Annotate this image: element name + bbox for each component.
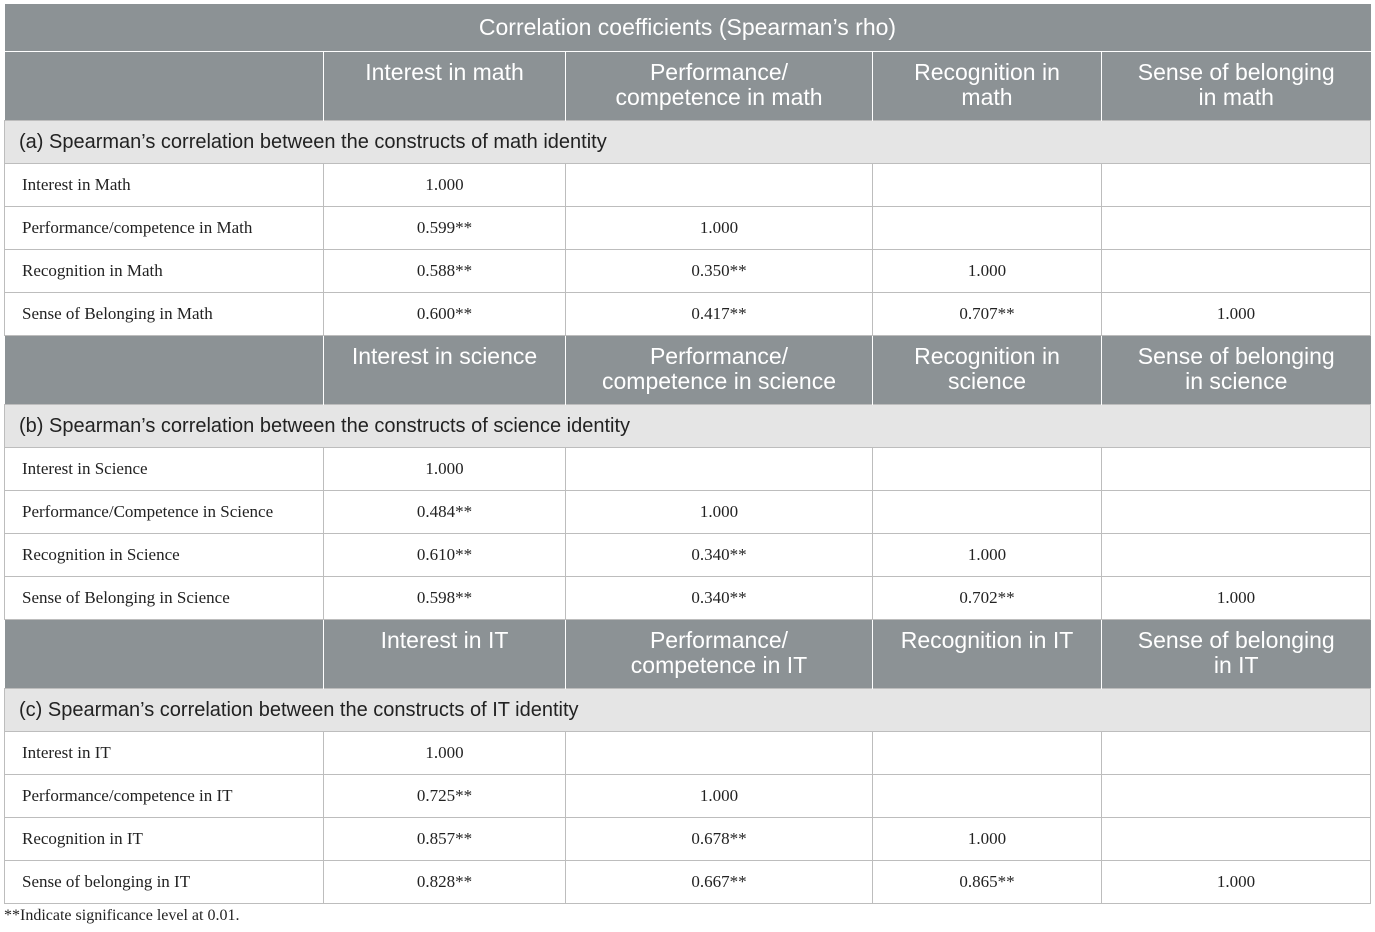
table-row	[5, 534, 1371, 577]
table-cell	[873, 775, 1102, 818]
table-cell	[566, 732, 873, 775]
table-cell: 0.702**	[873, 577, 1102, 620]
table-cell: 0.340**	[566, 577, 873, 620]
row-label: Performance/Competence in Science	[5, 491, 324, 534]
row-label: Sense of belonging in IT	[5, 861, 324, 904]
table-cell	[1102, 818, 1371, 861]
table-row	[5, 775, 1371, 818]
column-header	[5, 52, 324, 121]
table-cell: 1.000	[324, 164, 566, 207]
row-label: Sense of Belonging in Math	[5, 293, 324, 336]
table-cell: 0.707**	[873, 293, 1102, 336]
section-label: (a) Spearman’s correlation between the constructs of math identity	[5, 121, 1371, 164]
table-cell	[873, 448, 1102, 491]
table-cell: 1.000	[566, 207, 873, 250]
table-cell: 1.000	[1102, 861, 1371, 904]
table-cell: 0.857**	[324, 818, 566, 861]
table-row	[5, 732, 1371, 775]
table-cell	[873, 491, 1102, 534]
column-header: Interest in math	[324, 52, 566, 121]
table-cell: 0.484**	[324, 491, 566, 534]
table-cell: 0.610**	[324, 534, 566, 577]
table-row	[5, 818, 1371, 861]
table-cell	[1102, 164, 1371, 207]
column-header: Recognition in IT	[873, 620, 1102, 689]
column-header-row	[5, 620, 1371, 689]
table-cell: 0.600**	[324, 293, 566, 336]
table-row	[5, 207, 1371, 250]
section-label: (c) Spearman’s correlation between the constructs of IT identity	[5, 689, 1371, 732]
section-label: (b) Spearman’s correlation between the constructs of science identity	[5, 405, 1371, 448]
table-cell	[1102, 207, 1371, 250]
table-cell	[1102, 491, 1371, 534]
table-cell	[566, 448, 873, 491]
row-label: Performance/competence in IT	[5, 775, 324, 818]
table-row	[5, 448, 1371, 491]
table-cell: 0.598**	[324, 577, 566, 620]
table-cell	[1102, 732, 1371, 775]
footnote: **Indicate significance level at 0.01.	[4, 907, 240, 924]
table-cell	[566, 164, 873, 207]
column-header: Performance/ competence in IT	[566, 620, 873, 689]
table-row	[5, 164, 1371, 207]
row-label: Recognition in Math	[5, 250, 324, 293]
row-label: Performance/competence in Math	[5, 207, 324, 250]
table-cell	[1102, 534, 1371, 577]
table-cell: 1.000	[1102, 577, 1371, 620]
row-label: Recognition in Science	[5, 534, 324, 577]
section-label-row	[5, 405, 1371, 448]
table-cell: 0.340**	[566, 534, 873, 577]
table-title-row	[5, 4, 1371, 52]
table-cell: 1.000	[324, 732, 566, 775]
table-cell: 1.000	[873, 818, 1102, 861]
table-body	[5, 52, 1371, 904]
table-cell: 0.678**	[566, 818, 873, 861]
table-cell: 0.667**	[566, 861, 873, 904]
table-cell: 0.588**	[324, 250, 566, 293]
table-cell: 0.828**	[324, 861, 566, 904]
table-cell	[1102, 775, 1371, 818]
row-label: Sense of Belonging in Science	[5, 577, 324, 620]
section-label-row	[5, 121, 1371, 164]
row-label: Interest in Math	[5, 164, 324, 207]
table-cell	[1102, 250, 1371, 293]
table-row	[5, 491, 1371, 534]
correlation-table	[4, 4, 1371, 904]
column-header: Performance/ competence in math	[566, 52, 873, 121]
table-cell: 0.725**	[324, 775, 566, 818]
column-header: Interest in IT	[324, 620, 566, 689]
table-cell: 0.350**	[566, 250, 873, 293]
table-row	[5, 861, 1371, 904]
row-label: Interest in Science	[5, 448, 324, 491]
column-header: Sense of belonging in math	[1102, 52, 1371, 121]
table-cell: 0.599**	[324, 207, 566, 250]
table-cell	[873, 164, 1102, 207]
column-header: Sense of belonging in IT	[1102, 620, 1371, 689]
table-row	[5, 293, 1371, 336]
column-header	[5, 620, 324, 689]
table-cell: 1.000	[873, 250, 1102, 293]
table-title: Correlation coefficients (Spearman’s rho)	[5, 4, 1371, 52]
column-header-row	[5, 336, 1371, 405]
row-label: Interest in IT	[5, 732, 324, 775]
table-cell: 1.000	[1102, 293, 1371, 336]
table-cell: 1.000	[873, 534, 1102, 577]
table-cell: 0.417**	[566, 293, 873, 336]
row-label: Recognition in IT	[5, 818, 324, 861]
table-cell: 0.865**	[873, 861, 1102, 904]
column-header: Recognition in science	[873, 336, 1102, 405]
table-cell: 1.000	[324, 448, 566, 491]
table-row	[5, 577, 1371, 620]
column-header: Performance/ competence in science	[566, 336, 873, 405]
column-header-row	[5, 52, 1371, 121]
table-cell	[873, 207, 1102, 250]
column-header	[5, 336, 324, 405]
column-header: Interest in science	[324, 336, 566, 405]
table-cell	[873, 732, 1102, 775]
table-cell: 1.000	[566, 491, 873, 534]
table-cell	[1102, 448, 1371, 491]
table-row	[5, 250, 1371, 293]
column-header: Sense of belonging in science	[1102, 336, 1371, 405]
section-label-row	[5, 689, 1371, 732]
column-header: Recognition in math	[873, 52, 1102, 121]
table-cell: 1.000	[566, 775, 873, 818]
